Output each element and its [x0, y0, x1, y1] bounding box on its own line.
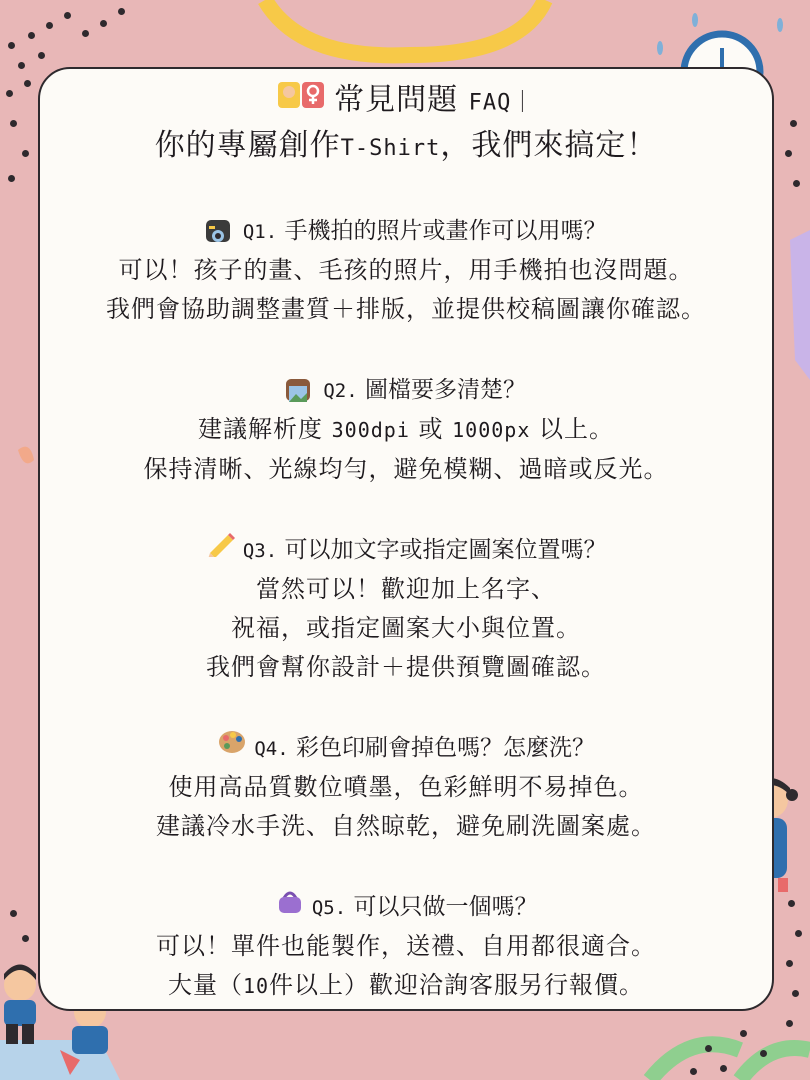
- answer-text: 件以上）歡迎洽詢客服另行報價。: [269, 970, 645, 999]
- answer-line: 保持清晰、光線均勻，避免模糊、過暗或反光。: [143, 454, 669, 483]
- picture-icon: [286, 379, 310, 401]
- faq-question: [38, 371, 774, 410]
- faq-item-3: [38, 531, 774, 687]
- faq-question: [38, 212, 774, 251]
- answer-line: [38, 410, 774, 450]
- answer-or: 或: [418, 414, 444, 443]
- faq-question: [38, 729, 774, 768]
- palette-icon: [217, 729, 247, 767]
- faq-question: [38, 888, 774, 927]
- woman-icon: [278, 78, 324, 124]
- question-number: Q5.: [311, 896, 347, 919]
- question-text: 可以加文字或指定圖案位置嗎？: [284, 536, 607, 563]
- answer-text: 建議解析度: [197, 414, 323, 443]
- question-number: Q2.: [323, 379, 358, 402]
- answer-line: 使用高品質數位噴墨，色彩鮮明不易掉色。: [168, 772, 644, 801]
- answer-number: 10: [242, 973, 270, 998]
- faq-content: [38, 78, 774, 1006]
- faq-item-4: [38, 729, 774, 846]
- question-number: Q4.: [254, 737, 289, 760]
- answer-line: 祝福，或指定圖案大小與位置。: [231, 613, 581, 642]
- answer-line: 我們會協助調整畫質＋排版，並提供校稿圖讓你確認。: [106, 294, 706, 323]
- title-faq: FAQ｜: [468, 90, 535, 116]
- answer-line: 我們會幫你設計＋提供預覽圖確認。: [206, 652, 606, 681]
- page-title: [38, 78, 774, 125]
- page-subtitle: [38, 125, 774, 170]
- faq-item-5: [38, 888, 774, 1006]
- pencil-icon: [206, 531, 236, 569]
- camera-icon: [206, 220, 230, 242]
- subtitle-tshirt: T-Shirt: [340, 135, 441, 161]
- question-number: Q3.: [242, 539, 278, 562]
- question-text: 彩色印刷會掉色嗎？怎麼洗？: [295, 734, 595, 761]
- faq-item-1: [38, 212, 774, 329]
- answer-text: 大量（: [167, 970, 243, 999]
- answer-line: 建議冷水手洗、自然晾乾，避免刷洗圖案處。: [156, 811, 656, 840]
- purse-icon: [275, 888, 305, 926]
- answer-dpi: 300dpi: [331, 417, 410, 442]
- answer-line: 可以！單件也能製作，送禮、自用都很適合。: [156, 931, 656, 960]
- answer-line: 當然可以！歡迎加上名字、: [256, 574, 556, 603]
- answer-line: [38, 966, 774, 1006]
- answer-px: 1000px: [452, 417, 531, 442]
- subtitle-part-c: ，我們來搞定！: [440, 127, 658, 163]
- question-text: 圖檔要多清楚？: [364, 376, 526, 403]
- title-prefix: 常見問題: [334, 82, 459, 118]
- question-number: Q1.: [242, 220, 278, 243]
- question-text: 可以只做一個嗎？: [353, 893, 538, 920]
- faq-item-2: [38, 371, 774, 489]
- answer-line: 可以！孩子的畫、毛孩的照片，用手機拍也沒問題。: [118, 255, 694, 284]
- question-text: 手機拍的照片或畫作可以用嗎？: [284, 217, 607, 244]
- answer-text: 以上。: [539, 414, 615, 443]
- subtitle-part-a: 你的專屬創作: [154, 127, 341, 163]
- faq-question: [38, 531, 774, 570]
